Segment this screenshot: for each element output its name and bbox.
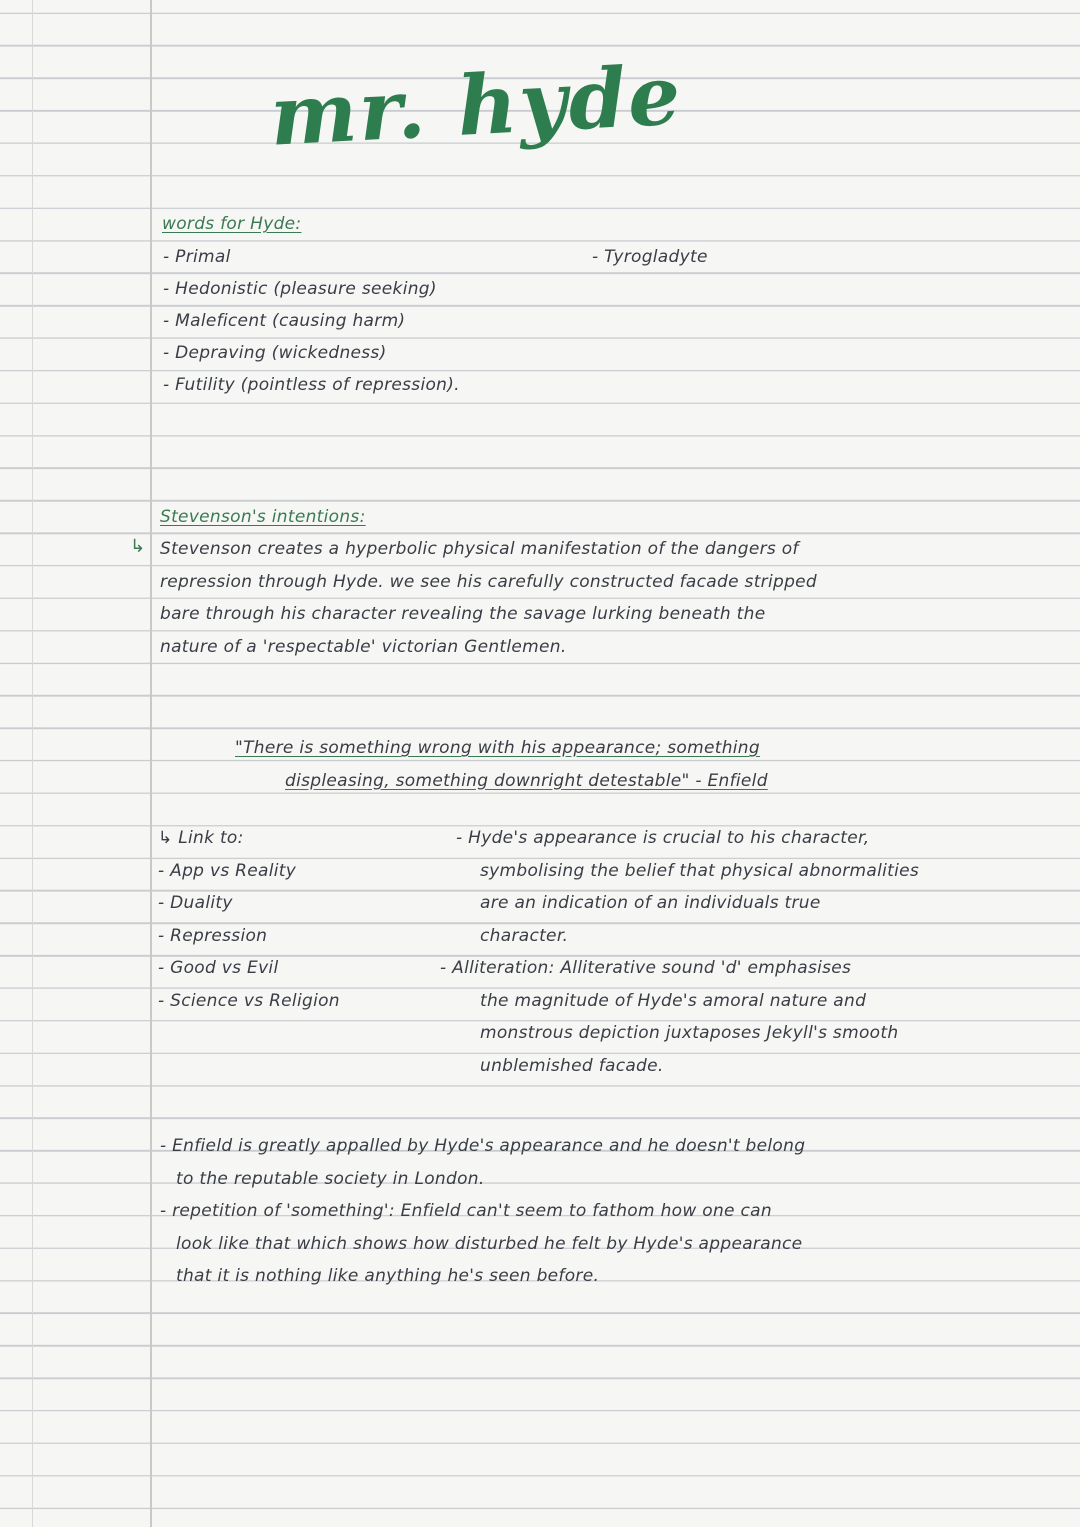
link-item: - Duality [158, 893, 233, 913]
link-item: - App vs Reality [158, 860, 297, 881]
note-enfield-appalled [160, 1130, 1070, 1195]
note-line: look like that which shows how disturbed he felt by Hyde's appearance [176, 1233, 803, 1254]
enfield-quote [235, 732, 768, 797]
word-item: - Hedonistic (pleasure seeking) [163, 279, 437, 299]
link-item: - Science vs Religion [158, 990, 340, 1011]
note-line: - Enfield is greatly appalled by Hyde's appearance and he doesn't belong [160, 1136, 806, 1156]
word-item: - Futility (pointless of repression). [163, 375, 460, 395]
analysis-line: unblemished facade. [480, 1055, 664, 1076]
left-edge-line [32, 0, 33, 1527]
intentions-heading: Stevenson's intentions: [160, 507, 366, 527]
note-repetition [160, 1195, 1070, 1293]
analysis-line: the magnitude of Hyde's amoral nature and [480, 990, 867, 1011]
word-item: - Depraving (wickedness) [163, 343, 387, 363]
intentions-line: Stevenson creates a hyperbolic physical manifestation of the dangers of [160, 539, 799, 559]
word-item: - Primal [163, 247, 231, 267]
links-list [158, 822, 340, 1017]
intentions-line: repression through Hyde. we see his carefully constructed facade stripped [160, 571, 818, 592]
intentions-line: nature of a 'respectable' victorian Gentlemen. [160, 636, 567, 657]
analysis-line: are an indication of an individuals true [480, 893, 821, 913]
quote-line: "There is something wrong with his appearance; something [235, 738, 760, 758]
analysis-line: monstrous depiction juxtaposes Jekyll's smooth [480, 1023, 899, 1043]
analysis-line: symbolising the belief that physical abnormalities [480, 860, 920, 881]
analysis-point-2 [440, 952, 1066, 1082]
quote-line: displeasing, something downright detestable" - Enfield [285, 770, 768, 791]
note-line: that it is nothing like anything he's seen before. [176, 1266, 600, 1286]
intentions-line: bare through his character revealing the savage lurking beneath the [160, 604, 766, 624]
link-item: - Good vs Evil [158, 958, 279, 978]
analysis-line: character. [480, 925, 569, 946]
link-item: - Repression [158, 925, 268, 946]
word-item: - Maleficent (causing harm) [163, 311, 406, 331]
margin-line [150, 0, 152, 1527]
analysis-line: - Alliteration: Alliterative sound 'd' emphasises [440, 958, 852, 978]
intentions-paragraph [160, 533, 1065, 663]
note-line: - repetition of 'something': Enfield can't seem to fathom how one can [160, 1201, 772, 1221]
arrow-icon: ↳ [130, 536, 146, 557]
word-item-right: - Tyrogladyte [592, 247, 708, 267]
page-title: mr. hyde [267, 47, 685, 165]
links-heading: ↳ Link to: [158, 828, 244, 848]
note-line: to the reputable society in London. [176, 1168, 485, 1189]
analysis-line: - Hyde's appearance is crucial to his character, [456, 828, 870, 848]
words-heading: words for Hyde: [162, 214, 302, 234]
analysis-point-1 [456, 822, 1066, 952]
